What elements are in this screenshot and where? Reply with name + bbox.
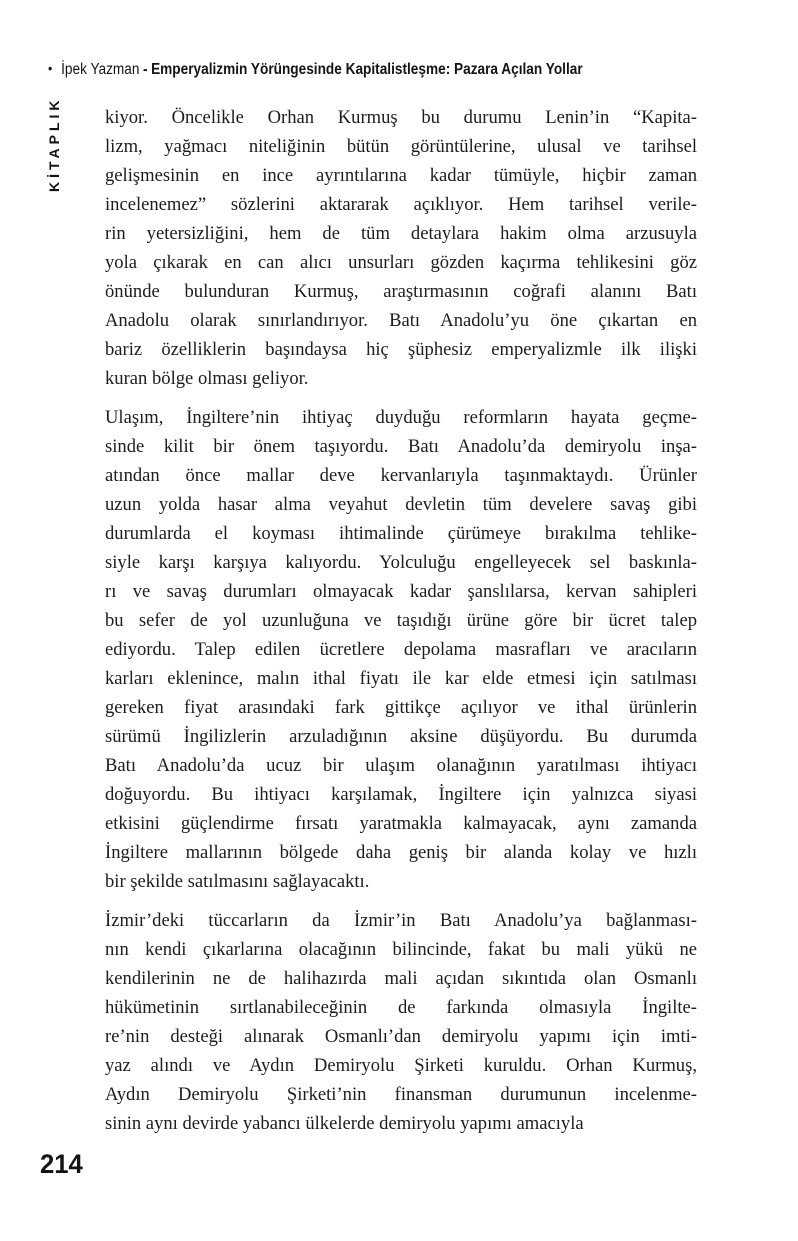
text-line: rin yetersizliğini, hem de tüm detaylara hakim olma arzusuyla <box>105 223 697 244</box>
text-line: bariz özelliklerin başındaysa hiç şüphesiz emperyalizmle ilk ilişki <box>105 339 697 360</box>
running-header <box>48 60 682 79</box>
text-line: Batı Anadolu’da ucuz bir ulaşım olanağının yaratılması ihtiyacı <box>105 755 697 776</box>
text-line: sürümü İngilizlerin arzuladığının aksine düşüyordu. Bu durumda <box>105 726 697 747</box>
text-line: bu sefer de yol uzunluğuna ve taşıdığı ürüne göre bir ücret talep <box>105 610 697 631</box>
text-line: doğuyordu. Bu ihtiyacı karşılamak, İngiltere için yalnızca siyasi <box>105 784 697 805</box>
text-line: Ulaşım, İngiltere’nin ihtiyaç duyduğu reformların hayata geçme- <box>105 407 697 428</box>
text-line: İngiltere mallarının bölgede daha geniş bir alanda kolay ve hızlı <box>105 842 697 863</box>
page-body <box>105 103 697 1148</box>
text-line: Aydın Demiryolu Şirketi’nin finansman durumunun incelenme- <box>105 1084 697 1105</box>
text-line: gereken fiyat arasındaki fark gittikçe açılıyor ve ithal ürünlerin <box>105 697 697 718</box>
header-separator: - <box>142 61 148 78</box>
text-line: yaz alındı ve Aydın Demiryolu Şirketi kuruldu. Orhan Kurmuş, <box>105 1055 697 1076</box>
paragraph <box>105 906 697 1138</box>
paragraph <box>105 103 697 393</box>
page-number: 214 <box>40 1149 83 1179</box>
text-line: incelenemez” sözlerini aktararak açıklıyor. Hem tarihsel verile- <box>105 194 697 215</box>
text-line: nın kendi çıkarlarına olacağının bilincinde, fakat bu mali yükü ne <box>105 939 697 960</box>
text-line: bir şekilde satılmasını sağlayacaktı. <box>105 871 370 892</box>
text-line: re’nin desteği alınarak Osmanlı’dan demiryolu yapımı için imti- <box>105 1026 697 1047</box>
text-line: İzmir’deki tüccarların da İzmir’in Batı Anadolu’ya bağlanması- <box>105 910 697 931</box>
header-bullet-icon: • <box>48 60 53 76</box>
text-line: kuran bölge olması geliyor. <box>105 368 309 389</box>
text-line: hükümetinin sırtlanabileceğinin de farkında olmasıyla İngilte- <box>105 997 697 1018</box>
text-line: kiyor. Öncelikle Orhan Kurmuş bu durumu Lenin’in “Kapita- <box>105 107 697 128</box>
text-line: önünde bulunduran Kurmuş, araştırmasının coğrafi alanını Batı <box>105 281 697 302</box>
text-line: sinin aynı devirde yabancı ülkelerde demiryolu yapımı amacıyla <box>105 1113 584 1134</box>
text-line: siyle karşı karşıya kalıyordu. Yolculuğu engelleyecek sel baskınla- <box>105 552 697 573</box>
paragraph <box>105 403 697 896</box>
text-line: durumlarda el koyması ihtimalinde çürümeye bırakılma tehlike- <box>105 523 697 544</box>
text-line: ediyordu. Talep edilen ücretlere depolama masrafları ve aracıların <box>105 639 697 660</box>
section-label-vertical: KİTAPLIK <box>46 96 62 192</box>
text-line: gelişmesinin en ince ayrıntılarına kadar tümüyle, hiçbir zaman <box>105 165 697 186</box>
header-author: İpek Yazman <box>61 61 140 78</box>
text-line: rı ve savaş durumları olmayacak kadar şanslılarsa, kervan sahipleri <box>105 581 697 602</box>
text-line: karları eklenince, malın ithal fiyatı ile kar elde etmesi için satılması <box>105 668 697 689</box>
text-line: atından önce mallar deve kervanlarıyla taşınmaktaydı. Ürünler <box>105 465 697 486</box>
text-line: Anadolu olarak sınırlandırıyor. Batı Anadolu’yu öne çıkartan en <box>105 310 697 331</box>
text-line: uzun yolda hasar alma veyahut devletin tüm develere savaş gibi <box>105 494 697 515</box>
text-line: etkisini güçlendirme fırsatı yaratmakla kalmayacak, aynı zamanda <box>105 813 697 834</box>
text-line: lizm, yağmacı niteliğinin bütün görüntülerine, ulusal ve tarihsel <box>105 136 697 157</box>
text-line: yola çıkarak en can alıcı unsurları gözden kaçırma tehlikesini göz <box>105 252 697 273</box>
header-book-title: Emperyalizmin Yörüngesinde Kapitalistleşme: Pazara Açılan Yollar <box>151 61 583 78</box>
text-line: sinde kilit bir önem taşıyordu. Batı Anadolu’da demiryolu inşa- <box>105 436 697 457</box>
text-line: kendilerinin ne de halihazırda mali açıdan sıkıntıda olan Osmanlı <box>105 968 697 989</box>
